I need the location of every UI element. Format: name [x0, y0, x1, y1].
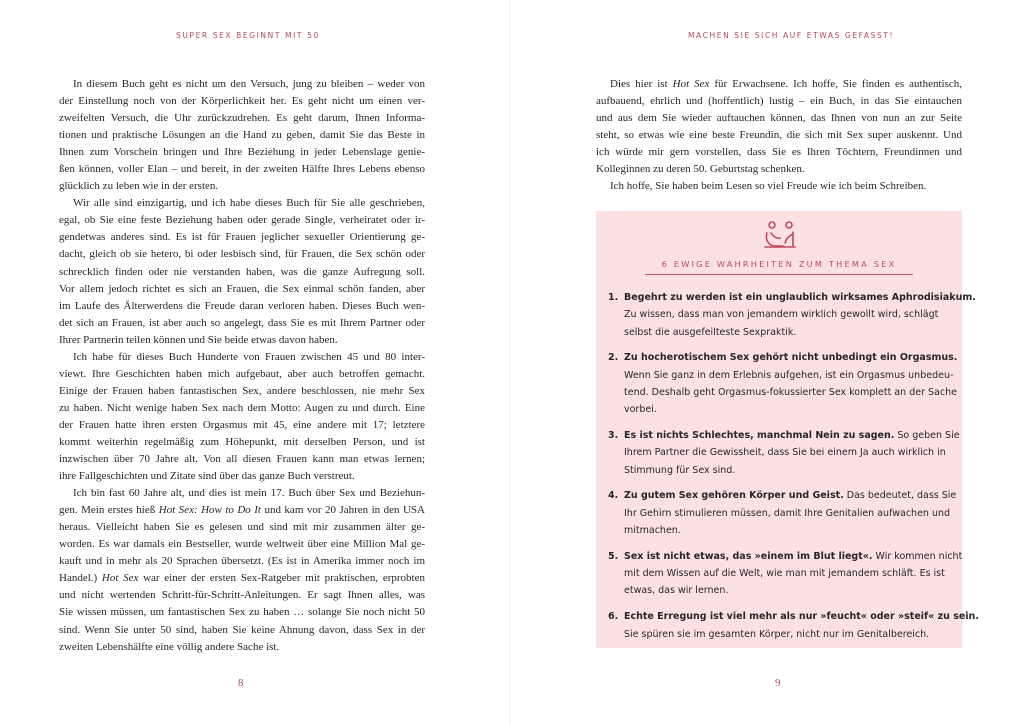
text-line: der Frauen hatte ihren ersten Orgasmus mit 45, eine andere mit 17; letztere [59, 418, 425, 431]
right-running-head: MACHEN SIE SICH AUF ETWAS GEFASST! [688, 31, 895, 40]
truth-line: Zu hocherotischem Sex gehört nicht unbedingt ein Orgasmus. [624, 352, 958, 364]
left-paragraph-4 [59, 485, 425, 655]
text-line: und nicht wertenden Schritt-für-Schritt-Anleitungen. Er sagt Ihnen alles, was [59, 589, 425, 602]
left-body-text [59, 76, 425, 656]
text-line: dacht, gleich ob sie hetero, bi oder lesbisch sind, für Frauen, die Sex schön oder [59, 248, 425, 261]
text-line: kauft und in mehr als 20 Sprachen übersetzt. (Es ist in Amerika immer noch im [59, 555, 425, 568]
text-line: Ihnen zum Vorschein bringen und Ihre Beziehung in jeder Lebenslage genie- [59, 146, 425, 159]
text-line: Ich hoffe, Sie haben beim Lesen so viel Freude wie ich beim Schreiben. [610, 180, 927, 193]
truth-line: Sex ist nicht etwas, das »einem im Blut liegt«. Wir kommen nicht [624, 550, 963, 562]
text-line: heraus. Vielleicht haben Sie es gelesen und sind mit mir zusammen älter ge- [59, 521, 425, 534]
text-line: Ich bin fast 60 Jahre alt, und dies ist mein 17. Buch über Sex und Beziehun- [73, 487, 425, 500]
left-page-number: 8 [238, 677, 244, 689]
truth-line: etwas, das wir lernen. [624, 585, 729, 597]
text-line: glücklich zu leben wie in der ersten. [59, 180, 219, 193]
text-line: im Laufe des Älterwerdens die Freude daran verloren haben. Dieses Buch wen- [59, 299, 425, 312]
truths-list [608, 289, 979, 651]
truth-item [608, 548, 963, 600]
text-line: Kolleginnen zu deren 50. Geburtstag schenken. [596, 163, 805, 176]
truth-line: Sie spüren sie im gesamten Körper, nicht nur im Genitalbereich. [624, 628, 930, 640]
text-line: egal, ob Sie eine feste Beziehung haben oder gerade Single, verheiratet oder ir- [59, 214, 425, 227]
truth-line: Ihrem Partner die Gewissheit, dass Sie bei einem Ja auch wirklich in [624, 447, 946, 459]
left-running-head: SUPER SEX BEGINNT MIT 50 [176, 31, 320, 40]
truth-number: 4. [608, 490, 619, 502]
truth-number: 2. [608, 352, 619, 364]
text-line: der Einstellung noch von der Körperlichkeit her. Es geht nicht um einen ver- [59, 95, 425, 108]
text-line: steht, so etwas wie eine beste Freundin, die sich mit Sex super auskennt. Und [596, 129, 962, 142]
text-line: Ich habe für dieses Buch Hunderte von Frauen zwischen 45 und 80 inter- [73, 350, 425, 363]
text-line: sind. Wenn Sie unter 50 sind, haben Sie keine Ahnung davon, dass Sex in der [59, 623, 425, 636]
text-line: und aus dem Sie wieder auftauchen können, das Ihnen von nun an zur Seite [596, 112, 962, 125]
text-line: zu haben. Nicht wenige haben Sex nach dem Motto: Augen zu und durch. Eine [59, 401, 425, 414]
truth-item [608, 427, 960, 479]
truth-item [608, 289, 976, 341]
couple-icon [762, 220, 798, 250]
truth-item [608, 608, 979, 643]
truths-title: 6 EWIGE WAHRHEITEN ZUM THEMA SEX [661, 259, 897, 269]
text-line: Ihrer Partnerin teilen können und Sie beide etwas davon haben. [59, 333, 338, 346]
title-underline [645, 274, 913, 275]
text-line: Vor allem jedoch richtet es sich an Frauen, die Sex einmal schön fanden, aber [59, 282, 425, 295]
truth-number: 1. [608, 292, 619, 303]
truth-number: 3. [608, 430, 619, 442]
truth-line: Es ist nichts Schlechtes, manchmal Nein zu sagen. So geben Sie [624, 430, 960, 442]
truth-item [610, 349, 956, 418]
text-line: gendetwas anderes sind. Es ist für Frauen jeglicher sexueller Orientierung ge- [59, 231, 425, 244]
text-line: Dies hier ist Hot Sex für Erwachsene. Ich hoffe, Sie finden es authentisch, [610, 78, 963, 90]
text-line: Sie wissen müssen, um fantastischen Sex zu haben … solange Sie noch nicht 50 [59, 606, 425, 619]
truth-line: mit dem Wissen auf die Welt, wie man mit jemandem schläft. Es ist [624, 568, 945, 580]
truth-number: 5. [608, 550, 619, 562]
book-title: Hot Sex [101, 572, 139, 585]
left-paragraph-2 [59, 195, 425, 348]
right-paragraph-1 [596, 76, 962, 178]
text-line: ßen können, voller Elan – und bereit, in der zweiten Hälfte Ihres Lebens ebenso [59, 163, 425, 176]
text-line: tionen und praktische Lösungen an die Hand zu geben, damit Sie das Beste in [59, 129, 425, 142]
text-line: zweiten Lebenshälfte eine völlig andere Sache ist. [59, 640, 280, 653]
text-line: zweifelten Versuch, die Uhr zurückzudrehen. Es geht darum, Ihnen Informa- [59, 112, 425, 125]
right-body-text [596, 76, 962, 195]
text-line: worden. Es war damals ein Bestseller, wurde weltweit über eine Million Mal ge- [59, 538, 425, 551]
truth-line: Zu gutem Sex gehören Körper und Geist. Das bedeutet, dass Sie [624, 490, 957, 502]
text-line: det sich an Frauen, ist aber auch so angelegt, dass Sie es mit Ihrem Partner oder [59, 316, 425, 329]
truth-line: Ihr Gehirn stimulieren müssen, damit Ihre Genitalien aufwachen und [624, 507, 951, 519]
truth-line: Begehrt zu werden ist ein unglaublich wirksames Aphrodisiakum. [624, 292, 976, 303]
text-line: aufbauend, ehrlich und (hoffentlich) lustig – ein Buch, in das Sie eintauchen [596, 95, 962, 108]
truth-line: Stimmung für Sex sind. [624, 464, 736, 476]
text-line: viewt. Ihre Geschichten haben mich aufgebaut, aber auch betroffen gemacht. [59, 367, 425, 380]
text-line: In diesem Buch geht es nicht um den Versuch, jung zu bleiben – weder von [73, 78, 425, 90]
truths-box [596, 211, 979, 648]
gutter [509, 0, 510, 724]
text-line: Einige der Frauen haben fantastischen Sex, andere beschlossen, nie mehr Sex [59, 384, 425, 397]
truth-line: tend. Deshalb geht Orgasmus-fokussierter Sex komplett an der Sache [624, 386, 957, 398]
text-line: gen. Mein erstes hieß Hot Sex: How to Do It und kam vor 20 Jahren in den USA [59, 504, 425, 517]
text-line: kommt weiterhin regelmäßig zum Höhepunkt, mit derselben Person, und ist [59, 435, 425, 448]
truth-item [610, 487, 956, 539]
truth-line: Zu wissen, dass man von jemandem wirklich gewollt wird, schlägt [624, 309, 939, 321]
truth-line: mitmachen. [624, 525, 681, 537]
left-paragraph-3 [59, 349, 425, 485]
text-line: Handel.) Hot Sex war einer der ersten Sex-Ratgeber mit praktischen, erprobten [59, 572, 425, 585]
text-line: schrecklich finden oder nie verstanden haben, was die ganze Aufregung soll. [59, 265, 425, 278]
book-title: Hot Sex: How to Do It [158, 504, 261, 517]
right-page-number: 9 [775, 677, 781, 689]
left-paragraph-1 [59, 76, 425, 195]
text-line: inzwischen über 70 Jahre alt. Von all diesen Frauen kann man etwas lernen; [59, 453, 425, 466]
text-line: Wir alle sind einzigartig, und ich habe dieses Buch für Sie alle geschrieben, [73, 197, 425, 210]
text-line: ich würde mir gern vorstellen, dass Sie es Ihren Töchtern, Freundinnen und [596, 146, 962, 159]
truth-line: Echte Erregung ist viel mehr als nur »feucht« oder »steif« zu sein. [624, 611, 979, 623]
truth-line: Wenn Sie ganz in dem Erlebnis aufgehen, ist ein Orgasmus unbedeu- [624, 369, 954, 381]
truth-number: 6. [608, 611, 619, 623]
truth-line: selbst die ausgefeilteste Sexpraktik. [624, 326, 797, 338]
right-paragraph-2 [596, 178, 962, 195]
truth-line: vorbei. [624, 404, 657, 416]
book-title: Hot Sex [672, 78, 710, 90]
text-line: ihre Fallgeschichten und Zitate sind über das ganze Buch verstreut. [59, 470, 355, 483]
